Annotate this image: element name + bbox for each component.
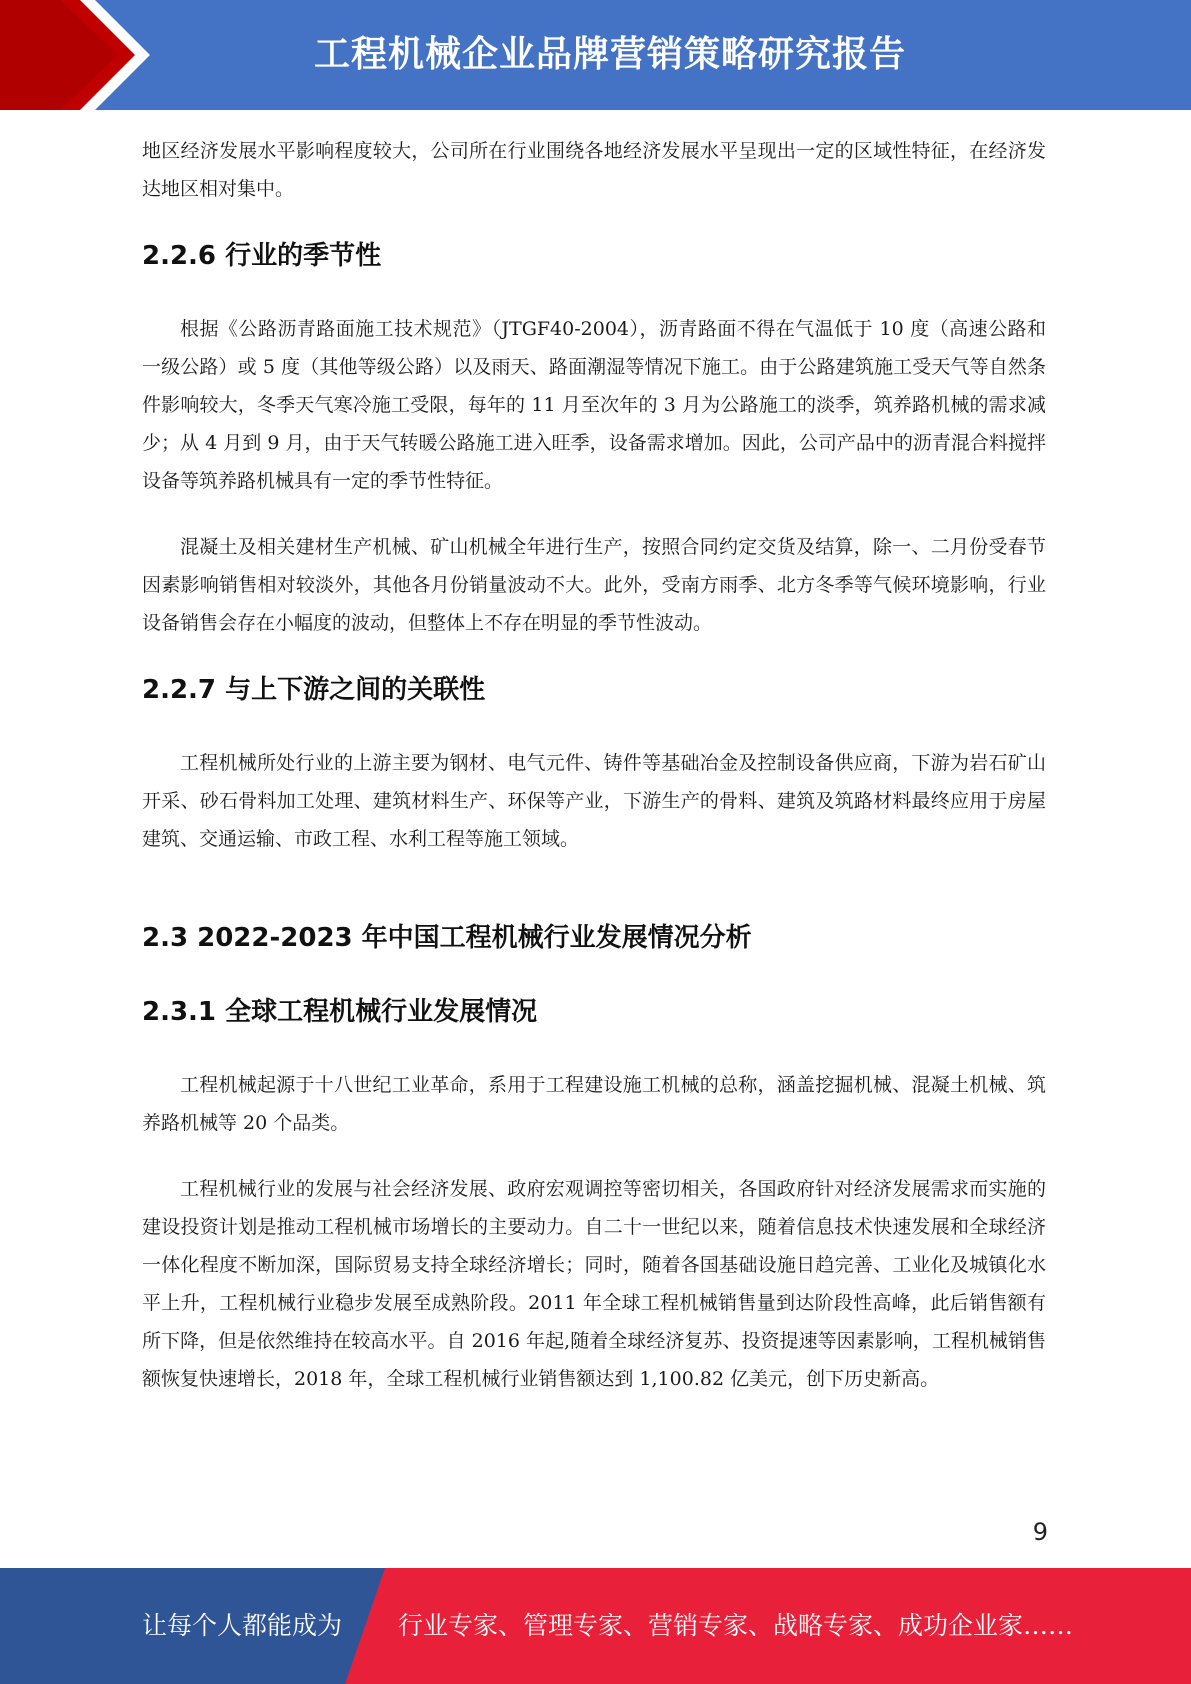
paragraph-2-3-1-1: 工程机械起源于十八世纪工业革命，系用于工程建设施工机械的总称，涵盖挖掘机械、混凝土机械、筑养路机械等 20 个品类。 bbox=[142, 1074, 1046, 1134]
footer-slogan-left: 让每个人都能成为 bbox=[142, 1611, 343, 1640]
page-header bbox=[0, 0, 1191, 110]
heading-2-3: 2.3 2022-2023 年中国工程机械行业发展情况分析 bbox=[142, 923, 752, 953]
footer-slogan-right: 行业专家、管理专家、营销专家、战略专家、成功企业家…… bbox=[398, 1611, 1074, 1640]
heading-2-2-7: 2.2.7 与上下游之间的关联性 bbox=[142, 675, 486, 705]
paragraph-2-2-6-2: 混凝土及相关建材生产机械、矿山机械全年进行生产，按照合同约定交货及结算，除一、二月份受春节因素影响销售相对较淡外，其他各月份销量波动不大。此外，受南方雨季、北方冬季等气候环境影响，行业设备销售会存在小幅度的波动，但整体上不存在明显的季节性波动。 bbox=[142, 536, 1046, 634]
paragraph-2-3-1-2: 工程机械行业的发展与社会经济发展、政府宏观调控等密切相关，各国政府针对经济发展需求而实施的建设投资计划是推动工程机械市场增长的主要动力。自二十一世纪以来，随着信息技术快速发展和全球经济一体化程度不断加深，国际贸易支持全球经济增长；同时，随着各国基础设施日趋完善、工业化及城镇化水平上升，工程机械行业稳步发展至成熟阶段。2011 年全球工程机械销售量到达阶段性高峰，此后销售额有所下降，但是依然维持在较高水平。自 2016 年起,随着全球经济复苏、投资提速等因素影响，工程机械销售额恢复快速增长，2018 年，全球工程机械行业销售额达到 1,100.82 亿美元，创下历史新高。 bbox=[142, 1178, 1046, 1390]
paragraph-intro: 地区经济发展水平影响程度较大，公司所在行业围绕各地经济发展水平呈现出一定的区域性特征，在经济发达地区相对集中。 bbox=[142, 140, 1046, 200]
heading-2-2-6: 2.2.6 行业的季节性 bbox=[142, 241, 382, 271]
document-body bbox=[142, 132, 1046, 1398]
paragraph-2-2-7: 工程机械所处行业的上游主要为钢材、电气元件、铸件等基础冶金及控制设备供应商，下游为岩石矿山开采、砂石骨料加工处理、建筑材料生产、环保等产业，下游生产的骨料、建筑及筑路材料最终应用于房屋建筑、交通运输、市政工程、水利工程等施工领域。 bbox=[142, 752, 1046, 850]
paragraph-2-2-6-1: 根据《公路沥青路面施工技术规范》（JTGF40-2004），沥青路面不得在气温低于 10 度（高速公路和一级公路）或 5 度（其他等级公路）以及雨天、路面潮湿等情况下施工。由于公路建筑施工受天气等自然条件影响较大，冬季天气寒冷施工受限，每年的 11 月至次年的 3 月为公路施工的淡季，筑养路机械的需求减少；从 4 月到 9 月，由于天气转暖公路施工进入旺季，设备需求增加。因此，公司产品中的沥青混合料搅拌设备等筑养路机械具有一定的季节性特征。 bbox=[142, 318, 1046, 492]
page-footer bbox=[0, 1568, 1191, 1684]
page-number: 9 bbox=[1032, 1518, 1048, 1546]
heading-2-3-1: 2.3.1 全球工程机械行业发展情况 bbox=[142, 997, 538, 1027]
header-title: 工程机械企业品牌营销策略研究报告 bbox=[313, 34, 906, 75]
